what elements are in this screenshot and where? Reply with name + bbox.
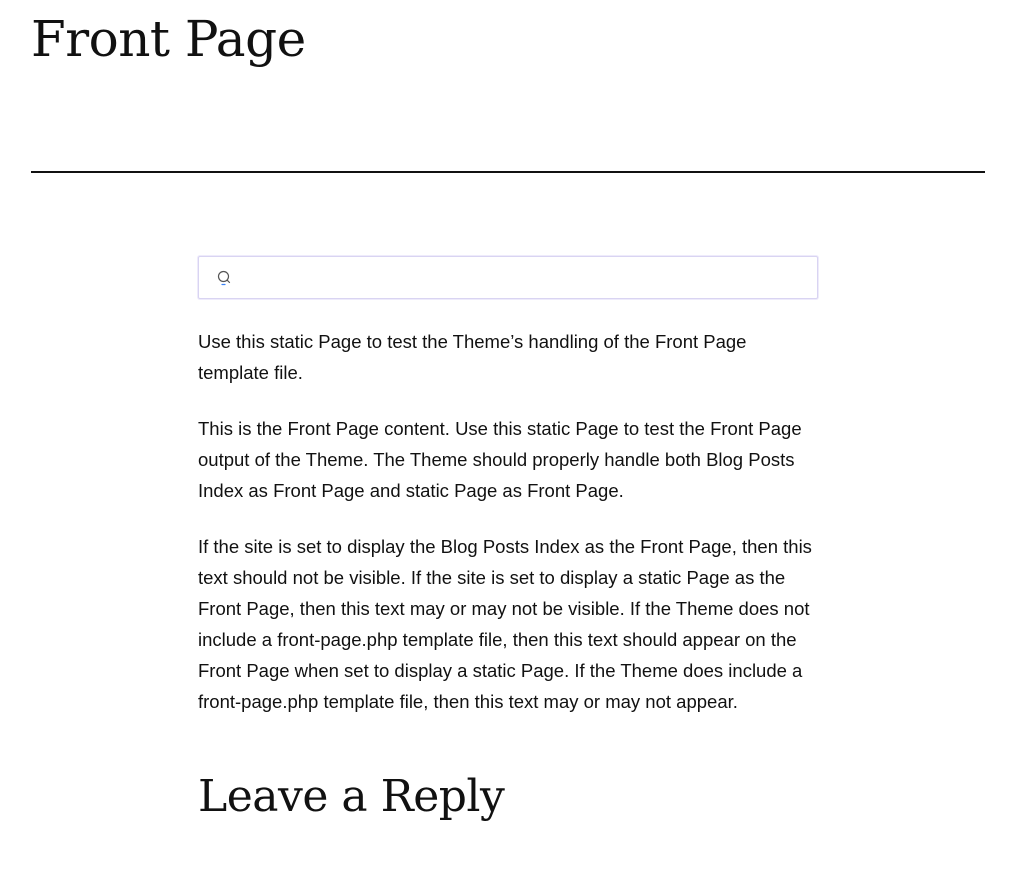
page-title: Front Page [31,10,306,68]
content-paragraph: If the site is set to display the Blog Posts Index as the Front Page, then this text should not be visible. If the site is set to display a static Page as the Front Page, then this text may or may not be visible. If the Theme does not include a front-page.php template file, then this text should appear on the Front Page when set to display a static Page. If the Theme does include a front-page.php template file, then this text may or may not appear. [198,536,812,712]
reply-title: Leave a Reply [198,771,505,822]
content-paragraph: Use this static Page to test the Theme’s handling of the Front Page template file. [198,331,747,383]
search-icon [216,269,234,287]
separator [31,171,985,173]
content-paragraph: This is the Front Page content. Use this static Page to test the Front Page output of the Theme. The Theme should properly handle both Blog Posts Index as Front Page and static Page as Front Page. [198,418,802,501]
search-input[interactable] [239,265,799,291]
search-box[interactable] [198,256,818,299]
post-content [198,256,818,827]
